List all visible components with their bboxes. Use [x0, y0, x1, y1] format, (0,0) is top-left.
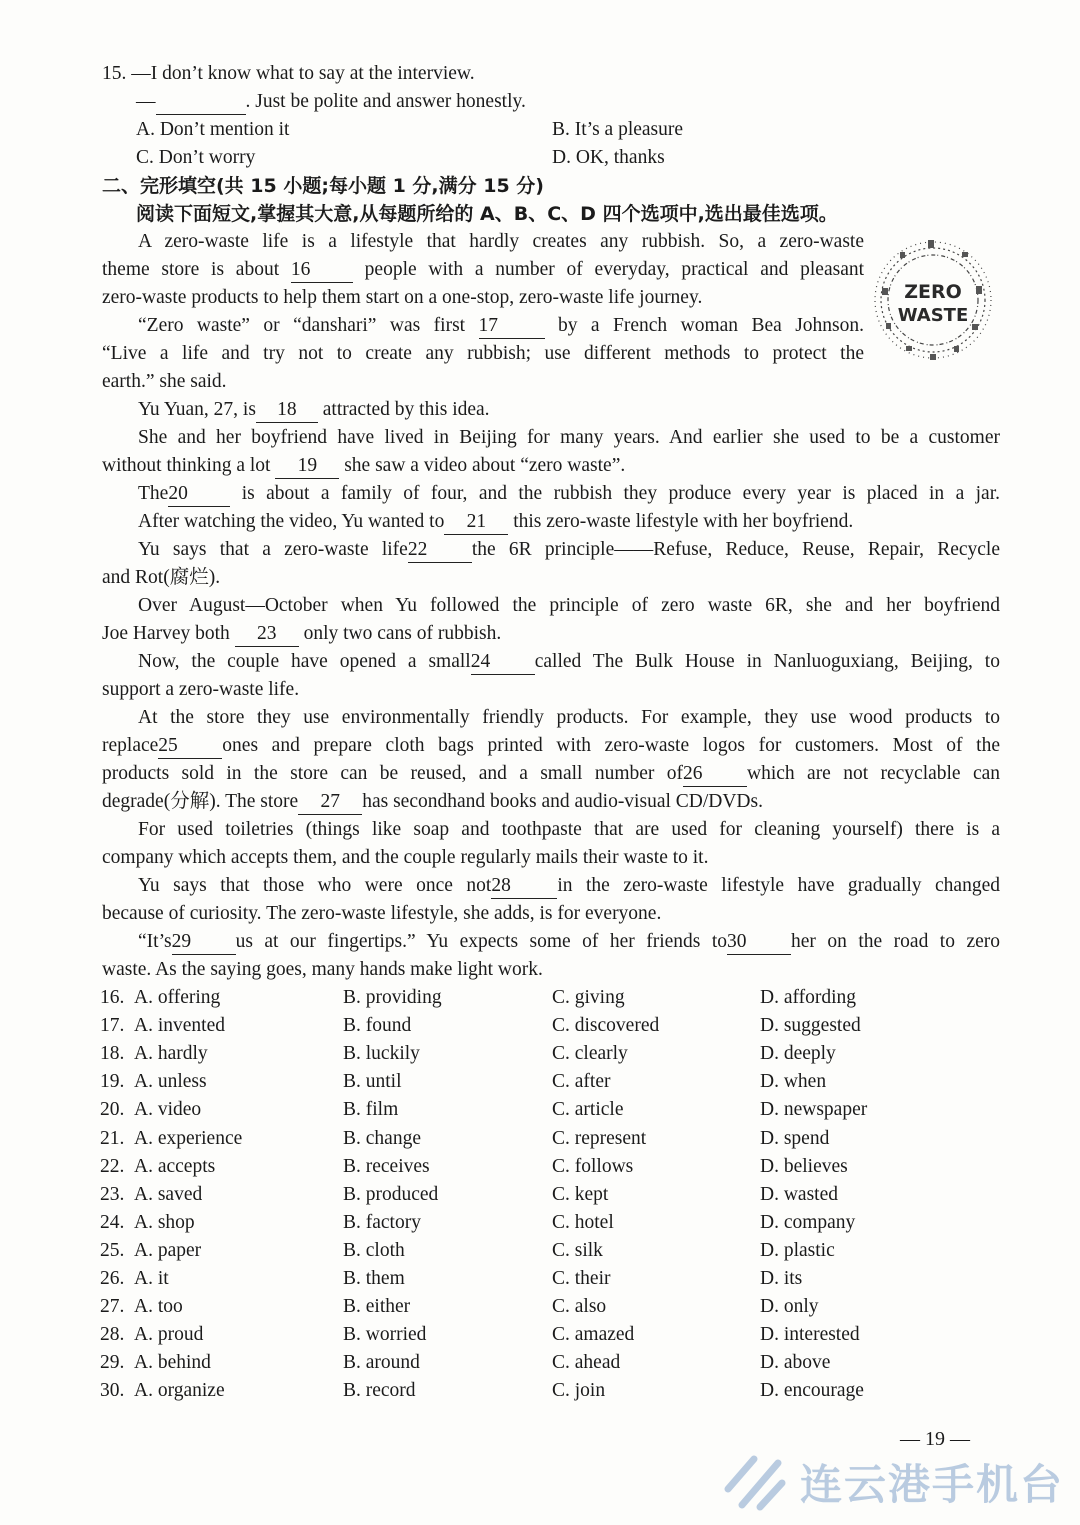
option-a: A. video: [134, 1099, 202, 1120]
q15-blank: [156, 90, 246, 115]
option-b: B. providing: [343, 987, 442, 1008]
option-b: B. found: [343, 1015, 412, 1036]
passage-line: Yu Yuan, 27, is 18 attracted by this idea.: [138, 396, 490, 424]
passage-line: Now, the couple have opened a small24 called The Bulk House in Nanluoguxiang, Beijing, to: [102, 648, 1000, 676]
option-number: 22.: [100, 1156, 125, 1177]
option-number: 16.: [100, 987, 125, 1008]
option-c: C. clearly: [552, 1043, 628, 1064]
option-number: 19.: [100, 1071, 125, 1092]
section-instruction: 阅读下面短文,掌握其大意,从每题所给的 A、B、C、D 四个选项中,选出最佳选项。: [136, 203, 838, 225]
option-a: A. accepts: [134, 1156, 216, 1177]
option-b: B. change: [343, 1128, 421, 1149]
q15-stem: 15. —I don’t know what to say at the interview.: [102, 63, 475, 84]
passage-line: The20 is about a family of four, and the rubbish they produce every year is placed in a jar.: [102, 480, 1000, 508]
logo-line2: WASTE: [897, 305, 969, 326]
blank-24: 24: [471, 650, 535, 675]
option-a: A. organize: [134, 1380, 225, 1401]
passage-line: because of curiosity. The zero-waste lifestyle, she adds, is for everyone.: [102, 903, 662, 924]
option-number: 18.: [100, 1043, 125, 1064]
passage-line: products sold in the store can be reused, and a small number of26 which are not recyclable can: [102, 760, 1000, 788]
blank-16: 16: [291, 258, 353, 283]
option-b: B. worried: [343, 1324, 427, 1345]
blank-30: 30: [727, 930, 791, 955]
option-b: B. around: [343, 1352, 420, 1373]
passage-line: replace25 ones and prepare cloth bags printed with zero-waste logos for customers. Most of the: [102, 732, 1000, 760]
option-d: D. newspaper: [760, 1099, 868, 1120]
option-c: C. kept: [552, 1184, 609, 1205]
option-c: C. their: [552, 1268, 611, 1289]
option-c: C. amazed: [552, 1324, 635, 1345]
option-a: A. hardly: [134, 1043, 208, 1064]
q15-option-a: A. Don’t mention it: [136, 119, 290, 140]
passage-line: company which accepts them, and the couple regularly mails their waste to it.: [102, 847, 709, 868]
blank-19: 19: [275, 454, 339, 479]
option-d: D. plastic: [760, 1240, 835, 1261]
option-c: C. article: [552, 1099, 624, 1120]
option-a: A. saved: [134, 1184, 203, 1205]
passage-line: “Zero waste” or “danshari” was first 17 by a French woman Bea Johnson.: [102, 312, 864, 340]
passage-line: Over August—October when Yu followed the principle of zero waste 6R, she and her boyfriend: [138, 595, 1000, 616]
option-number: 30.: [100, 1380, 125, 1401]
option-number: 21.: [100, 1128, 125, 1149]
option-a: A. experience: [134, 1128, 243, 1149]
option-c: C. also: [552, 1296, 607, 1317]
option-a: A. too: [134, 1296, 183, 1317]
q15-dash: —: [136, 91, 156, 112]
q15-option-c: C. Don’t worry: [136, 147, 256, 168]
blank-29: 29: [172, 930, 236, 955]
passage-line: A zero-waste life is a lifestyle that hardly creates any rubbish. So, a zero-waste: [138, 231, 864, 252]
option-d: D. believes: [760, 1156, 848, 1177]
blank-22: 22: [408, 538, 472, 563]
passage-line: earth.” she said.: [102, 371, 227, 392]
option-c: C. represent: [552, 1128, 647, 1149]
option-number: 28.: [100, 1324, 125, 1345]
option-d: D. when: [760, 1071, 827, 1092]
option-c: C. giving: [552, 987, 625, 1008]
option-d: D. spend: [760, 1128, 830, 1149]
option-c: C. ahead: [552, 1352, 621, 1373]
option-c: C. silk: [552, 1240, 603, 1261]
option-b: B. produced: [343, 1184, 439, 1205]
q15-reply: [136, 88, 526, 116]
option-b: B. receives: [343, 1156, 430, 1177]
option-c: C. discovered: [552, 1015, 660, 1036]
option-b: B. cloth: [343, 1240, 405, 1261]
option-b: B. record: [343, 1380, 416, 1401]
passage-line: waste. As the saying goes, many hands make light work.: [102, 959, 543, 980]
option-d: D. encourage: [760, 1380, 864, 1401]
q15-option-d: D. OK, thanks: [552, 147, 665, 168]
blank-26: 26: [683, 762, 747, 787]
option-a: A. offering: [134, 987, 221, 1008]
blank-18: 18: [256, 398, 318, 423]
option-d: D. interested: [760, 1324, 860, 1345]
watermark-text: 连云港手机台: [800, 1460, 1065, 1509]
blank-27: 27: [298, 790, 362, 815]
option-b: B. film: [343, 1099, 399, 1120]
option-b: B. them: [343, 1268, 405, 1289]
option-d: D. wasted: [760, 1184, 838, 1205]
option-number: 23.: [100, 1184, 125, 1205]
passage-line: Yu says that a zero-waste life22 the 6R principle——Refuse, Reduce, Reuse, Repair, Recycle: [102, 536, 1000, 564]
logo-line1: ZERO: [904, 281, 962, 303]
blank-21: 21: [444, 510, 508, 535]
passage-line: degrade(分解). The store 27 has secondhand books and audio-visual CD/DVDs.: [102, 788, 763, 816]
passage-line: After watching the video, Yu wanted to 21 this zero-waste lifestyle with her boyfriend.: [138, 508, 853, 536]
option-c: C. join: [552, 1380, 606, 1401]
option-number: 26.: [100, 1268, 125, 1289]
passage-line: “It’s29 us at our fingertips.” Yu expects some of her friends to30 her on the road to zero: [102, 928, 1000, 956]
option-c: C. follows: [552, 1156, 634, 1177]
q15-option-b: B. It’s a pleasure: [552, 119, 684, 140]
option-number: 20.: [100, 1099, 125, 1120]
option-d: D. its: [760, 1268, 803, 1289]
passage-line: theme store is about 16 people with a number of everyday, practical and pleasant: [102, 256, 864, 284]
q15-reply-text: . Just be polite and answer honestly.: [245, 91, 526, 112]
blank-20: 20: [168, 482, 230, 507]
option-number: 29.: [100, 1352, 125, 1373]
option-number: 24.: [100, 1212, 125, 1233]
blank-23: 23: [235, 622, 299, 647]
passage-line: She and her boyfriend have lived in Beijing for many years. And earlier she used to be a customer: [138, 427, 1000, 448]
option-a: A. it: [134, 1268, 169, 1289]
option-d: D. company: [760, 1212, 856, 1233]
passage-line: Yu says that those who were once not28 in the zero-waste lifestyle have gradually changed: [102, 872, 1000, 900]
page-number: — 19 —: [900, 1428, 970, 1450]
option-b: B. factory: [343, 1212, 421, 1233]
option-a: A. shop: [134, 1212, 195, 1233]
passage-line: and Rot(腐烂).: [102, 567, 221, 588]
option-d: D. affording: [760, 987, 857, 1008]
option-c: C. hotel: [552, 1212, 614, 1233]
blank-28: 28: [491, 874, 557, 899]
passage-line: For used toiletries (things like soap and toothpaste that are used for cleaning yourself) there is a: [138, 819, 1000, 840]
passage-line: Joe Harvey both 23 only two cans of rubbish.: [102, 620, 501, 648]
option-b: B. luckily: [343, 1043, 420, 1064]
blank-25: 25: [158, 734, 222, 759]
passage-line: without thinking a lot 19 she saw a video about “zero waste”.: [102, 452, 625, 480]
passage-line: zero-waste products to help them start on a one-stop, zero-waste life journey.: [102, 287, 703, 308]
passage-line: support a zero-waste life.: [102, 679, 300, 700]
zero-waste-logo: [870, 228, 996, 378]
option-number: 27.: [100, 1296, 125, 1317]
option-b: B. until: [343, 1071, 402, 1092]
option-d: D. suggested: [760, 1015, 861, 1036]
passage-line: “Live a life and try not to create any rubbish; use different methods to protect the: [102, 343, 864, 364]
option-number: 17.: [100, 1015, 125, 1036]
option-a: A. paper: [134, 1240, 202, 1261]
option-b: B. either: [343, 1296, 411, 1317]
option-d: D. deeply: [760, 1043, 836, 1064]
passage-line: At the store they use environmentally friendly products. For example, they use wood products to: [138, 707, 1000, 728]
section-heading: 二、完形填空(共 15 小题;每小题 1 分,满分 15 分): [102, 175, 544, 197]
option-a: A. invented: [134, 1015, 225, 1036]
option-d: D. above: [760, 1352, 831, 1373]
option-a: A. unless: [134, 1071, 207, 1092]
blank-17: 17: [479, 314, 545, 339]
option-number: 25.: [100, 1240, 125, 1261]
option-c: C. after: [552, 1071, 611, 1092]
option-a: A. behind: [134, 1352, 211, 1373]
option-d: D. only: [760, 1296, 819, 1317]
option-a: A. proud: [134, 1324, 204, 1345]
